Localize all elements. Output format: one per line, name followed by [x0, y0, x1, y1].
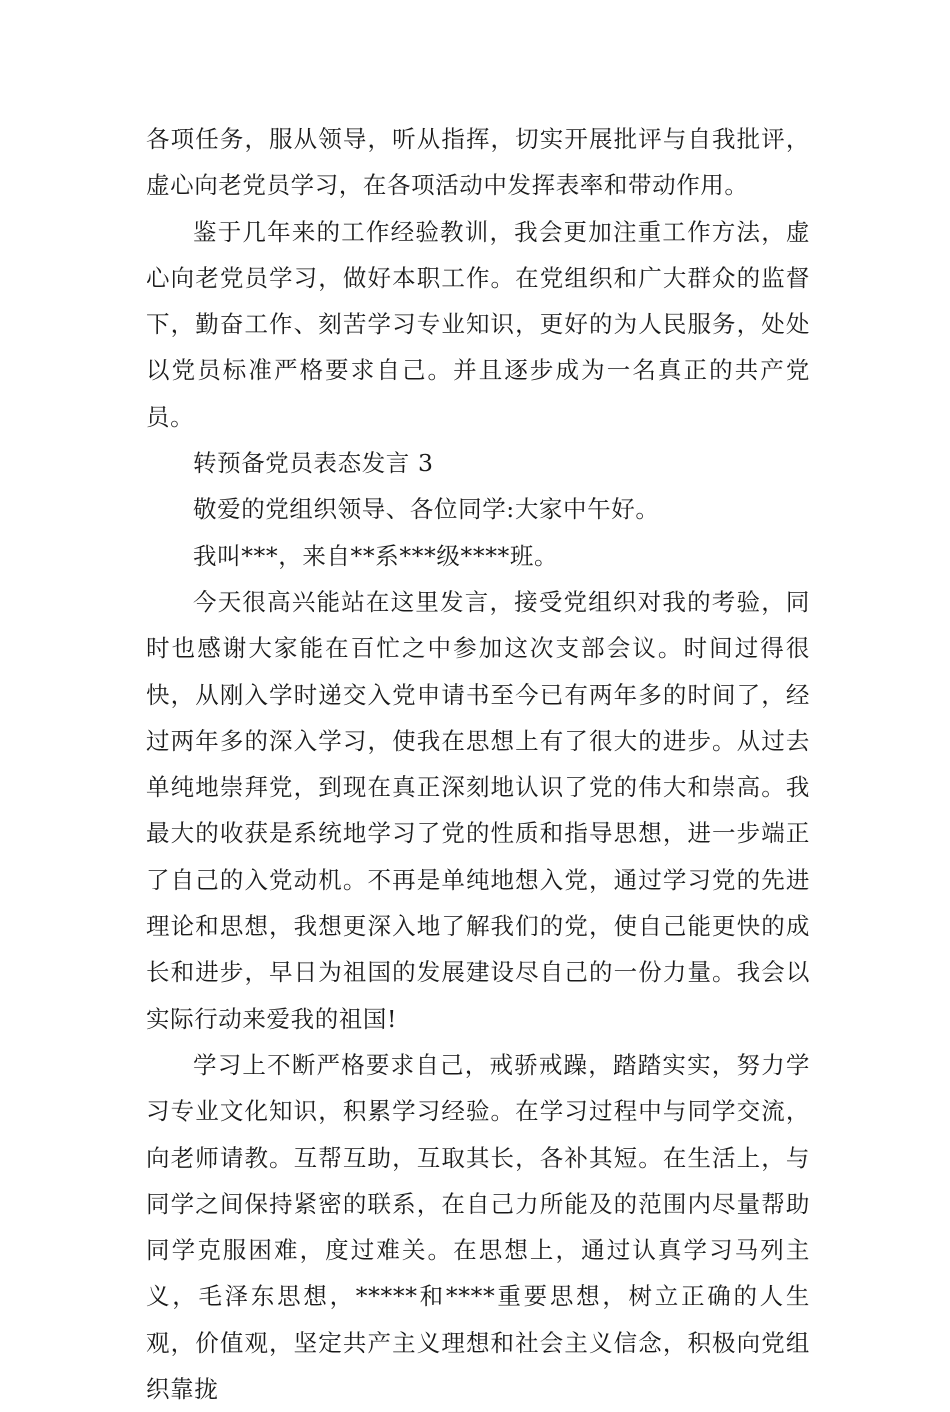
paragraph-continued-tasks: 各项任务，服从领导，听从指挥，切实开展批评与自我批评，虚心向老党员学习，在各项活动中发挥表率和带动作用。	[146, 125, 810, 200]
paragraph-self-intro: 我叫***，来自**系***级****班。	[193, 541, 559, 570]
paragraph-work-method: 鉴于几年来的工作经验教训，我会更加注重工作方法，虚心向老党员学习，做好本职工作。在党组织和广大群众的监督下，勤奋工作、刻苦学习专业知识，更好的为人民服务，处处以党员标准严格要求自己。并且逐步成为一名真正的共产党员。	[146, 217, 810, 431]
paragraph-greeting: 敬爱的党组织领导、各位同学:大家中午好。	[193, 495, 660, 524]
section-heading: 转预备党员表态发言 3	[193, 449, 434, 478]
document-page	[146, 116, 810, 1412]
paragraph-progress: 今天很高兴能站在这里发言，接受党组织对我的考验，同时也感谢大家能在百忙之中参加这次支部会议。时间过得很快，从刚入学时递交入党申请书至今已有两年多的时间了，经过两年多的深入学习，使我在思想上有了很大的进步。从过去单纯地崇拜党，到现在真正深刻地认识了党的伟大和崇高。我最大的收获是系统地学习了党的性质和指导思想，进一步端正了自己的入党动机。不再是单纯地想入党，通过学习党的先进理论和思想，我想更深入地了解我们的党，使自己能更快的成长和进步，早日为祖国的发展建设尽自己的一份力量。我会以实际行动来爱我的祖国!	[146, 587, 810, 1033]
paragraph-study-life: 学习上不断严格要求自己，戒骄戒躁，踏踏实实，努力学习专业文化知识，积累学习经验。在学习过程中与同学交流，向老师请教。互帮互助，互取其长，各补其短。在生活上，与同学之间保持紧密的联系，在自己力所能及的范围内尽量帮助同学克服困难，度过难关。在思想上，通过认真学习马列主义，毛泽东思想，*****和****重要思想，树立正确的人生观，价值观，坚定共产主义理想和社会主义信念，积极向党组织靠拢	[146, 1050, 810, 1404]
